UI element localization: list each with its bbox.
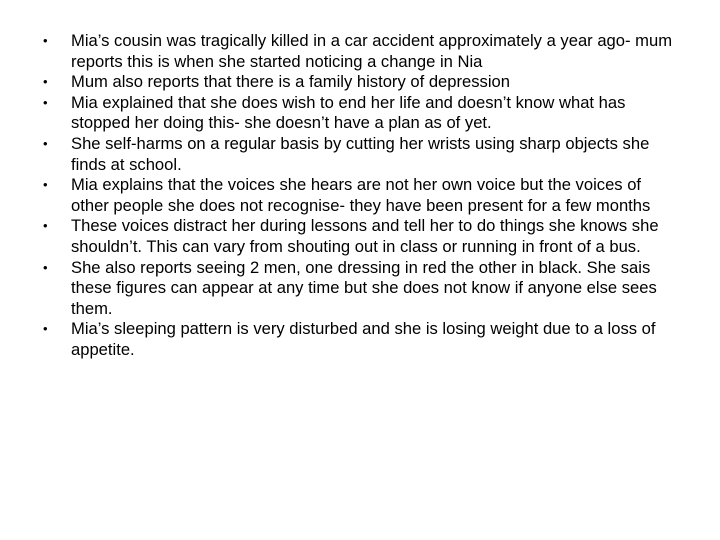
bullet-icon: • — [43, 74, 48, 90]
list-item — [43, 319, 683, 360]
list-item-text: She also reports seeing 2 men, one dressing in red the other in black. She sais these figures can appear at any time but she does not know if anyone else sees them. — [71, 257, 657, 318]
list-item-text: Mia explained that she does wish to end her life and doesn’t know what has stopped her doing this- she doesn’t have a plan as of yet. — [71, 92, 626, 133]
list-item — [43, 175, 683, 216]
list-item — [43, 93, 683, 134]
bullet-list — [43, 31, 683, 361]
bullet-icon: • — [43, 94, 48, 110]
list-item-text: Mum also reports that there is a family history of depression — [71, 72, 510, 92]
bullet-icon: • — [43, 218, 48, 234]
bullet-icon: • — [43, 259, 48, 275]
list-item — [43, 134, 683, 175]
list-item-text: Mia’s sleeping pattern is very disturbed and she is losing weight due to a loss of appetite. — [71, 319, 656, 359]
list-item-text: She self-harms on a regular basis by cutting her wrists using sharp objects she finds at school. — [71, 133, 650, 174]
list-item-text: Mia explains that the voices she hears are not her own voice but the voices of other people she does not recognise- they have been present for a few months — [71, 175, 651, 215]
bullet-icon: • — [43, 321, 48, 337]
list-item — [43, 258, 683, 320]
list-item — [43, 31, 683, 72]
list-item — [43, 72, 683, 93]
list-item-text: These voices distract her during lessons and tell her to do things she knows she shouldn’t. This can vary from shouting out in class or running in front of a bus. — [71, 216, 659, 256]
list-item — [43, 216, 683, 257]
bullet-icon: • — [43, 177, 48, 193]
bullet-icon: • — [43, 33, 48, 48]
list-item-text: Mia’s cousin was tragically killed in a car accident approximately a year ago- mum reports this is when she started noticing a change in Nia — [71, 31, 673, 71]
bullet-icon: • — [43, 135, 48, 151]
